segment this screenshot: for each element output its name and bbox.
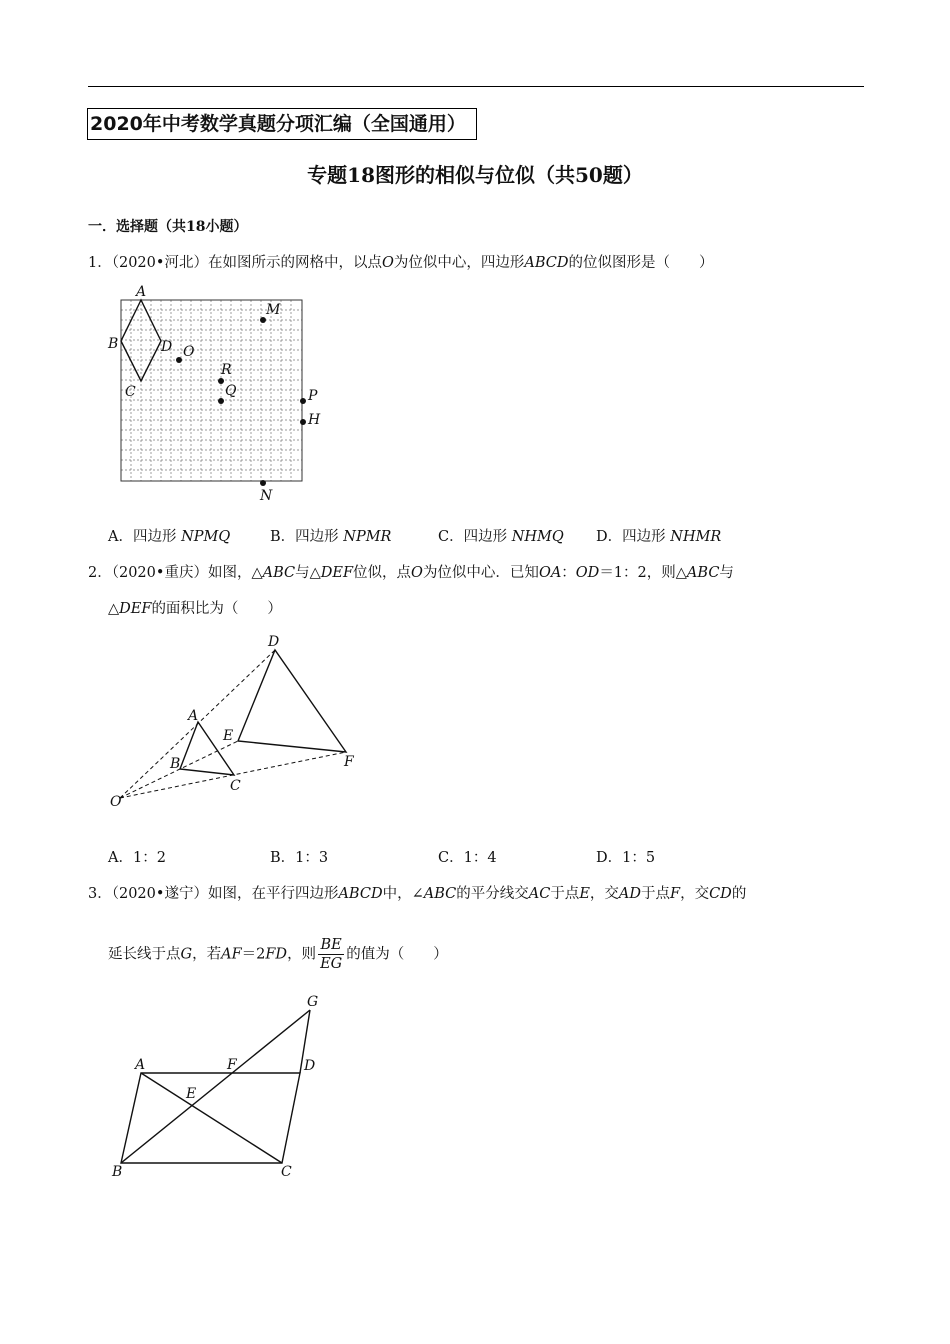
header-rule <box>88 86 864 87</box>
label-d: D <box>268 634 280 650</box>
section-heading: 一．选择题（共18小题） <box>88 219 248 235</box>
option-c[interactable]: C．1：4 <box>438 850 497 866</box>
question-2-figure <box>100 628 370 813</box>
label-o: O <box>183 344 195 360</box>
option-d[interactable]: D．1：5 <box>596 850 656 866</box>
option-a[interactable]: A．1：2 <box>108 850 166 866</box>
label-q: Q <box>225 383 237 399</box>
label-f: F <box>344 754 354 770</box>
grid <box>121 300 302 481</box>
label-c: C <box>125 384 136 400</box>
label-b: B <box>108 336 119 352</box>
fraction-be-eg: $\frac{BE}{EG}$ <box>320 937 343 972</box>
label-c: C <box>230 778 241 794</box>
label-b: B <box>170 756 181 772</box>
label-n: N <box>260 488 273 504</box>
label-m: M <box>266 302 281 318</box>
label-d: D <box>161 339 173 355</box>
label-b: B <box>112 1164 123 1180</box>
option-b[interactable]: B．四边形 NPMR <box>270 529 392 545</box>
question-1-figure <box>100 278 340 508</box>
option-b[interactable]: B．1：3 <box>270 850 329 866</box>
question-3-text: 3．（2020•遂宁）如图，在平行四边形ABCD中，∠ABC的平分线交AC于点E，交AD于点F，交CD的 <box>88 886 747 902</box>
label-a: A <box>188 708 199 724</box>
page-title: 专题18图形的相似与位似（共50题） <box>307 163 643 187</box>
question-3-text-line2: 延长线于点G，若AF＝2FD，则 $\frac{BE}{EG}$ 的值为（ ） <box>108 937 448 972</box>
label-g: G <box>307 994 319 1010</box>
label-c: C <box>281 1164 292 1180</box>
label-r: R <box>221 362 232 378</box>
label-o: O <box>110 794 122 810</box>
label-a: A <box>136 284 147 300</box>
option-a[interactable]: A．四边形 NPMQ <box>108 529 231 545</box>
label-a: A <box>135 1057 146 1073</box>
triangle-def <box>238 650 346 752</box>
question-2-text-line2: △DEF的面积比为（ ） <box>108 601 282 617</box>
option-c[interactable]: C．四边形 NHMQ <box>438 529 564 545</box>
grid-border <box>121 300 302 481</box>
label-p: P <box>308 388 318 404</box>
label-e: E <box>186 1086 197 1102</box>
option-d[interactable]: D．四边形 NHMR <box>596 529 722 545</box>
question-2-text: 2．（2020•重庆）如图，△ABC与△DEF位似，点O为位似中心．已知OA：OD＝1：2，则△ABC与 <box>88 565 734 581</box>
label-e: E <box>223 728 234 744</box>
question-1-text: 1．（2020•河北）在如图所示的网格中，以点O为位似中心，四边形ABCD的位似图形是（ ） <box>88 255 714 271</box>
bisector-bg <box>121 1010 310 1163</box>
label-f: F <box>227 1057 237 1073</box>
label-h: H <box>308 412 321 428</box>
label-d: D <box>304 1058 316 1074</box>
collection-banner: 2020年中考数学真题分项汇编（全国通用） <box>87 108 477 140</box>
question-3-figure <box>100 990 340 1185</box>
diagonal-ac <box>141 1073 282 1163</box>
